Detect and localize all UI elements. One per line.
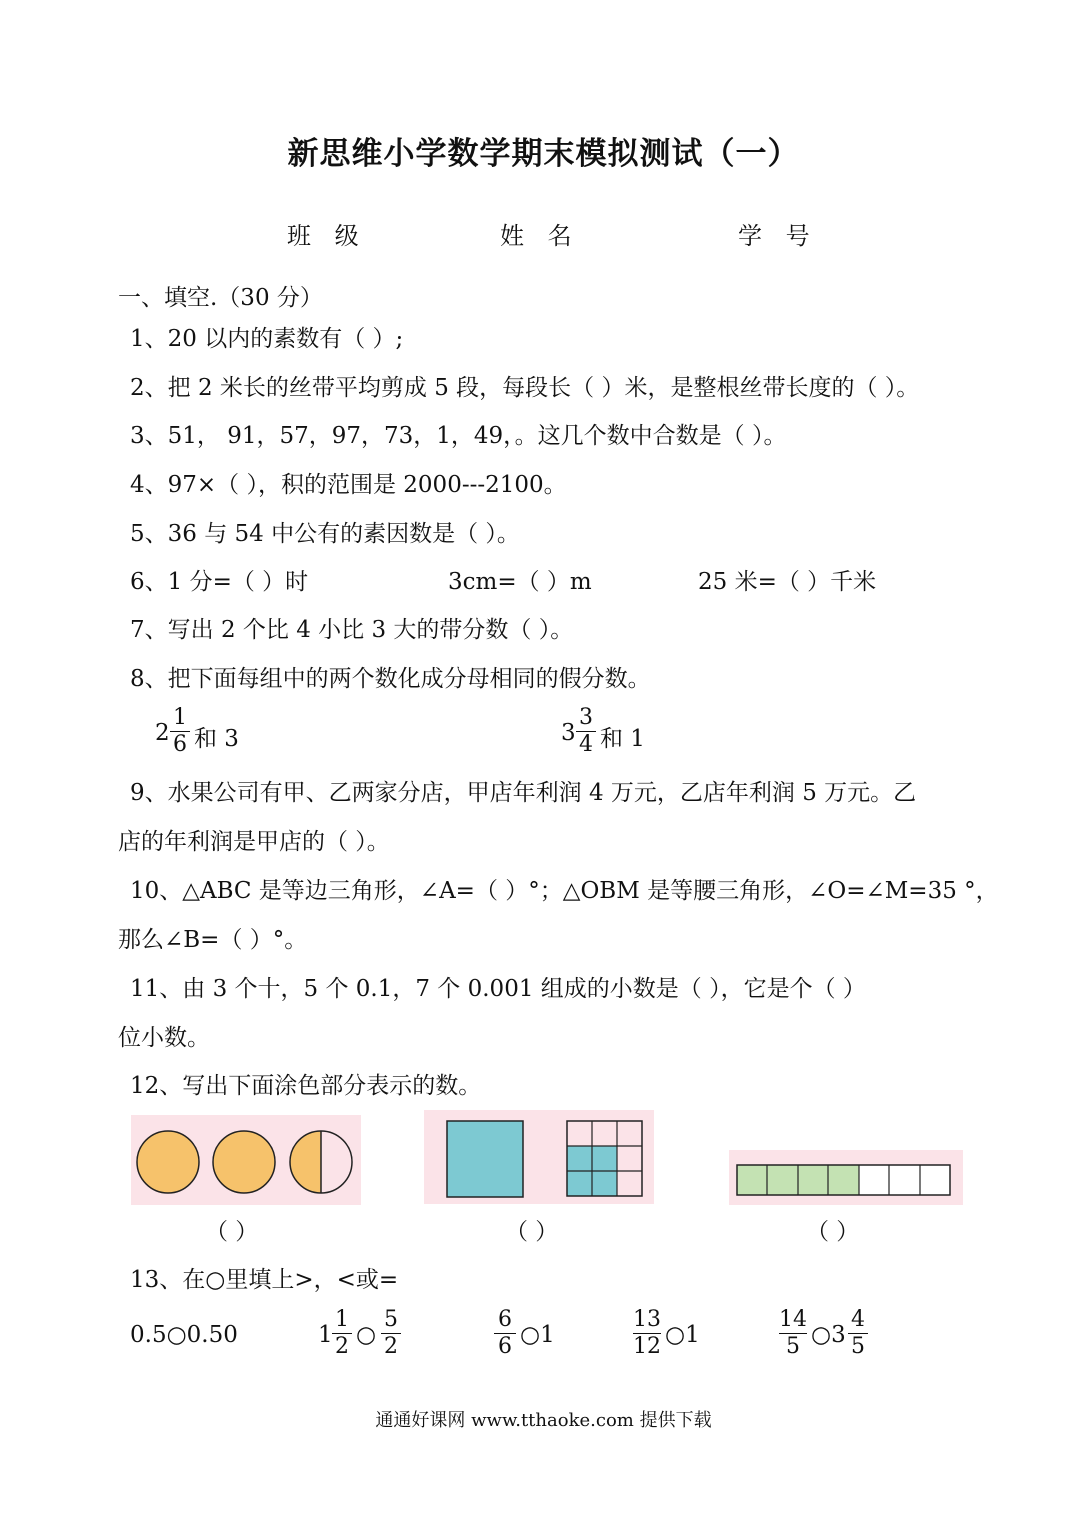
name-label: 姓 名 — [500, 222, 580, 250]
question-6c: 25 米=（ ）千米 — [698, 569, 877, 595]
page-title: 新思维小学数学期末模拟测试（一） — [287, 136, 800, 172]
q8a-tail: 和 3 — [194, 726, 239, 752]
q13c2-fraction-1 — [332, 1308, 352, 1359]
shaded-circle — [213, 1131, 275, 1193]
numerator: 1 — [335, 1307, 349, 1332]
q13c4-fraction — [633, 1308, 661, 1359]
q13-compare-1: 0.5○0.50 — [130, 1322, 238, 1348]
q8a-whole: 2 — [155, 720, 170, 746]
denominator: 5 — [851, 1334, 865, 1359]
class-label: 班 级 — [287, 222, 367, 250]
question-11-line2: 位小数。 — [118, 1025, 210, 1051]
question-9-line2: 店的年利润是甲店的（ ）。 — [118, 829, 390, 855]
question-1: 1、20 以内的素数有（ ）; — [130, 326, 404, 352]
question-4: 4、97×（ ），积的范围是 2000---2100。 — [130, 472, 567, 498]
q13c3-fraction — [494, 1308, 516, 1359]
q13c2-whole: 1 — [318, 1322, 333, 1348]
q12-blank-1: （ ） — [205, 1219, 259, 1245]
denominator: 6 — [498, 1334, 512, 1359]
question-6b: 3cm=（ ）m — [448, 569, 592, 595]
question-9-line1: 9、水果公司有甲、乙两家分店，甲店年利润 4 万元，乙店年利润 5 万元。乙 — [130, 780, 917, 806]
question-5: 5、36 与 54 中公有的素因数是（ ）。 — [130, 521, 520, 547]
empty-cells — [859, 1165, 950, 1195]
question-2: 2、把 2 米长的丝带平均剪成 5 段，每段长（ ）米，是整根丝带长度的（ ）。 — [130, 375, 920, 401]
section-heading: 一、填空.（30 分） — [118, 285, 323, 311]
denominator: 5 — [786, 1334, 800, 1359]
numerator: 14 — [779, 1307, 807, 1332]
denominator: 2 — [384, 1334, 398, 1359]
q13c2-fraction-2 — [381, 1308, 401, 1359]
q8b-fraction — [576, 706, 596, 757]
q8b-whole: 3 — [561, 720, 576, 746]
q12-blank-2: （ ） — [505, 1219, 559, 1245]
shaded-circle — [137, 1131, 199, 1193]
student-id-label: 学 号 — [738, 222, 818, 250]
figure-circles — [131, 1115, 361, 1205]
question-6a: 6、1 分=（ ）时 — [130, 569, 309, 595]
numerator: 6 — [498, 1307, 512, 1332]
full-shaded-square — [447, 1121, 523, 1197]
numerator: 13 — [633, 1307, 661, 1332]
partial-shaded-area — [567, 1146, 592, 1171]
question-13: 13、在○里填上>，<或= — [130, 1267, 399, 1293]
question-12: 12、写出下面涂色部分表示的数。 — [130, 1073, 482, 1099]
denominator: 2 — [335, 1334, 349, 1359]
figure-squares — [424, 1110, 654, 1204]
q8b-denominator: 4 — [579, 732, 593, 757]
question-7: 7、写出 2 个比 4 小比 3 大的带分数（ ）。 — [130, 617, 574, 643]
question-8: 8、把下面每组中的两个数化成分母相同的假分数。 — [130, 666, 651, 692]
q12-blank-3: （ ） — [806, 1219, 860, 1245]
q13c4-circle: ○1 — [665, 1322, 700, 1348]
q13c5-fraction-1 — [779, 1308, 807, 1359]
q8a-denominator: 6 — [173, 732, 187, 757]
q8b-tail: 和 1 — [600, 726, 645, 752]
q13c5-fraction-2 — [848, 1308, 868, 1359]
q8b-numerator: 3 — [579, 705, 593, 730]
q8a-numerator: 1 — [173, 705, 187, 730]
q13c5-circle: ○3 — [811, 1322, 846, 1348]
numerator: 4 — [851, 1307, 865, 1332]
figure-strip — [729, 1150, 963, 1205]
q13c2-circle: ○ — [356, 1322, 377, 1348]
question-3: 3、51， 91，57，97，73，1，49，。这几个数中合数是（ ）。 — [130, 423, 787, 449]
question-10-line2: 那么∠B=（ ）°。 — [118, 927, 308, 953]
footer-source: 通通好课网 www.tthaoke.com 提供下载 — [375, 1410, 712, 1431]
q13c3-circle: ○1 — [520, 1322, 555, 1348]
numerator: 5 — [384, 1307, 398, 1332]
q8a-fraction — [170, 706, 190, 757]
question-11-line1: 11、由 3 个十，5 个 0.1，7 个 0.001 组成的小数是（ ），它是个（ ） — [130, 976, 866, 1002]
denominator: 12 — [633, 1334, 661, 1359]
question-10-line1: 10、△ABC 是等边三角形，∠A=（ ）°；△OBM 是等腰三角形，∠O=∠M=35 °， — [130, 878, 999, 904]
